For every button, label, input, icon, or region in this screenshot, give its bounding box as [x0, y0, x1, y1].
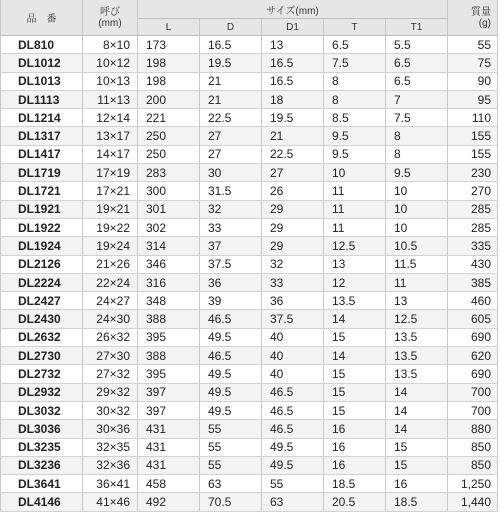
header-part-no: 品 番: [1, 0, 83, 36]
l-cell: 316: [138, 273, 200, 291]
table-row: [1, 273, 498, 291]
table-row: [1, 310, 498, 328]
t1-cell: 13.5: [386, 365, 448, 383]
d-cell: 21: [200, 72, 262, 90]
model-cell: DL1921: [1, 200, 83, 218]
weight-cell: 155: [448, 145, 498, 163]
model-cell: DL1719: [1, 164, 83, 182]
t1-cell: 6.5: [386, 54, 448, 72]
d1-cell: 40: [262, 365, 324, 383]
t-cell: 11: [324, 182, 386, 200]
d-cell: 49.5: [200, 383, 262, 401]
t-cell: 10: [324, 164, 386, 182]
t1-cell: 8: [386, 145, 448, 163]
nominal-cell: 24×30: [83, 310, 138, 328]
model-cell: DL1013: [1, 72, 83, 90]
t-cell: 14: [324, 310, 386, 328]
d1-cell: 49.5: [262, 438, 324, 456]
weight-cell: 285: [448, 218, 498, 236]
t-cell: 7.5: [324, 54, 386, 72]
d-cell: 55: [200, 456, 262, 474]
weight-cell: 690: [448, 328, 498, 346]
l-cell: 173: [138, 36, 200, 54]
model-cell: DL2126: [1, 255, 83, 273]
table-row: [1, 456, 498, 474]
table-row: [1, 109, 498, 127]
l-cell: 250: [138, 127, 200, 145]
nominal-cell: 26×32: [83, 328, 138, 346]
weight-cell: 75: [448, 54, 498, 72]
weight-cell: 605: [448, 310, 498, 328]
weight-cell: 690: [448, 365, 498, 383]
nominal-cell: 8×10: [83, 36, 138, 54]
d1-cell: 21: [262, 127, 324, 145]
t-cell: 8: [324, 90, 386, 108]
d-cell: 63: [200, 475, 262, 493]
d1-cell: 29: [262, 200, 324, 218]
nominal-cell: 10×13: [83, 72, 138, 90]
d-cell: 46.5: [200, 347, 262, 365]
t1-cell: 10.5: [386, 237, 448, 255]
nominal-cell: 21×26: [83, 255, 138, 273]
d-cell: 27: [200, 127, 262, 145]
t1-cell: 14: [386, 401, 448, 419]
table-row: [1, 200, 498, 218]
weight-cell: 110: [448, 109, 498, 127]
weight-cell: 55: [448, 36, 498, 54]
t-cell: 14: [324, 347, 386, 365]
table-row: [1, 164, 498, 182]
model-cell: DL1924: [1, 237, 83, 255]
t-cell: 6.5: [324, 36, 386, 54]
t-cell: 11: [324, 218, 386, 236]
d1-cell: 55: [262, 475, 324, 493]
d1-cell: 16.5: [262, 54, 324, 72]
header-col-t: T: [324, 19, 386, 36]
header-col-d: D: [200, 19, 262, 36]
d1-cell: 29: [262, 218, 324, 236]
d1-cell: 40: [262, 328, 324, 346]
table-row: [1, 145, 498, 163]
t1-cell: 13.5: [386, 347, 448, 365]
l-cell: 348: [138, 292, 200, 310]
t-cell: 12: [324, 273, 386, 291]
t1-cell: 8: [386, 127, 448, 145]
nominal-cell: 22×24: [83, 273, 138, 291]
weight-cell: 270: [448, 182, 498, 200]
t-cell: 20.5: [324, 493, 386, 511]
d1-cell: 29: [262, 237, 324, 255]
l-cell: 431: [138, 438, 200, 456]
d-cell: 37: [200, 237, 262, 255]
weight-cell: 1,250: [448, 475, 498, 493]
t-cell: 9.5: [324, 145, 386, 163]
d-cell: 19.5: [200, 54, 262, 72]
model-cell: DL1721: [1, 182, 83, 200]
header-weight-unit: (g): [478, 17, 492, 29]
l-cell: 198: [138, 54, 200, 72]
table-row: [1, 401, 498, 419]
d1-cell: 37.5: [262, 310, 324, 328]
header-size-group: サイズ(mm): [138, 0, 448, 19]
d-cell: 49.5: [200, 365, 262, 383]
d-cell: 22.5: [200, 109, 262, 127]
table-row: [1, 328, 498, 346]
d1-cell: 33: [262, 273, 324, 291]
l-cell: 300: [138, 182, 200, 200]
d-cell: 31.5: [200, 182, 262, 200]
t1-cell: 18.5: [386, 493, 448, 511]
nominal-cell: 14×17: [83, 145, 138, 163]
d-cell: 37.5: [200, 255, 262, 273]
d-cell: 21: [200, 90, 262, 108]
t-cell: 13: [324, 255, 386, 273]
weight-cell: 700: [448, 401, 498, 419]
t-cell: 15: [324, 365, 386, 383]
t1-cell: 10: [386, 182, 448, 200]
table-row: [1, 72, 498, 90]
d1-cell: 27: [262, 164, 324, 182]
model-cell: DL1922: [1, 218, 83, 236]
d1-cell: 13: [262, 36, 324, 54]
table-row: [1, 54, 498, 72]
weight-cell: 1,440: [448, 493, 498, 511]
model-cell: DL1317: [1, 127, 83, 145]
header-col-d1: D1: [262, 19, 324, 36]
table-row: [1, 237, 498, 255]
t1-cell: 10: [386, 218, 448, 236]
model-cell: DL3032: [1, 401, 83, 419]
nominal-cell: 32×36: [83, 456, 138, 474]
nominal-cell: 19×24: [83, 237, 138, 255]
nominal-cell: 29×32: [83, 383, 138, 401]
l-cell: 458: [138, 475, 200, 493]
t-cell: 16: [324, 456, 386, 474]
weight-cell: 230: [448, 164, 498, 182]
d1-cell: 46.5: [262, 383, 324, 401]
t1-cell: 15: [386, 438, 448, 456]
table-row: [1, 255, 498, 273]
table-row: [1, 90, 498, 108]
model-cell: DL2224: [1, 273, 83, 291]
model-cell: DL810: [1, 36, 83, 54]
t1-cell: 9.5: [386, 164, 448, 182]
d-cell: 32: [200, 200, 262, 218]
l-cell: 395: [138, 328, 200, 346]
l-cell: 388: [138, 347, 200, 365]
d-cell: 16.5: [200, 36, 262, 54]
l-cell: 221: [138, 109, 200, 127]
header-col-t1: T1: [386, 19, 448, 36]
nominal-cell: 30×36: [83, 420, 138, 438]
t-cell: 11: [324, 200, 386, 218]
d-cell: 49.5: [200, 401, 262, 419]
t1-cell: 16: [386, 475, 448, 493]
t-cell: 8.5: [324, 109, 386, 127]
table-row: [1, 383, 498, 401]
weight-cell: 460: [448, 292, 498, 310]
t-cell: 15: [324, 401, 386, 419]
l-cell: 302: [138, 218, 200, 236]
l-cell: 198: [138, 72, 200, 90]
t1-cell: 12.5: [386, 310, 448, 328]
l-cell: 283: [138, 164, 200, 182]
t1-cell: 14: [386, 383, 448, 401]
table-header: [1, 0, 498, 36]
nominal-cell: 36×41: [83, 475, 138, 493]
d1-cell: 32: [262, 255, 324, 273]
weight-cell: 880: [448, 420, 498, 438]
d-cell: 30: [200, 164, 262, 182]
d-cell: 39: [200, 292, 262, 310]
t-cell: 15: [324, 383, 386, 401]
model-cell: DL2427: [1, 292, 83, 310]
t-cell: 8: [324, 72, 386, 90]
weight-cell: 620: [448, 347, 498, 365]
nominal-cell: 32×35: [83, 438, 138, 456]
nominal-cell: 17×21: [83, 182, 138, 200]
table-row: [1, 347, 498, 365]
nominal-cell: 19×21: [83, 200, 138, 218]
l-cell: 492: [138, 493, 200, 511]
weight-cell: 285: [448, 200, 498, 218]
header-weight: [448, 0, 498, 36]
d-cell: 55: [200, 420, 262, 438]
table-row: [1, 218, 498, 236]
nominal-cell: 27×32: [83, 365, 138, 383]
weight-cell: 850: [448, 438, 498, 456]
d1-cell: 46.5: [262, 420, 324, 438]
t1-cell: 14: [386, 420, 448, 438]
weight-cell: 95: [448, 90, 498, 108]
model-cell: DL1417: [1, 145, 83, 163]
l-cell: 200: [138, 90, 200, 108]
model-cell: DL2730: [1, 347, 83, 365]
header-nominal-label: 呼び: [100, 6, 120, 18]
t1-cell: 10: [386, 200, 448, 218]
nominal-cell: 11×13: [83, 90, 138, 108]
weight-cell: 430: [448, 255, 498, 273]
table-row: [1, 292, 498, 310]
d-cell: 55: [200, 438, 262, 456]
header-nominal: [83, 0, 138, 36]
model-cell: DL1214: [1, 109, 83, 127]
l-cell: 397: [138, 383, 200, 401]
d-cell: 36: [200, 273, 262, 291]
model-cell: DL2632: [1, 328, 83, 346]
t1-cell: 13.5: [386, 328, 448, 346]
model-cell: DL2732: [1, 365, 83, 383]
table-row: [1, 475, 498, 493]
header-weight-label: 質量: [471, 6, 492, 18]
l-cell: 314: [138, 237, 200, 255]
d1-cell: 18: [262, 90, 324, 108]
l-cell: 431: [138, 420, 200, 438]
l-cell: 301: [138, 200, 200, 218]
nominal-cell: 24×27: [83, 292, 138, 310]
t-cell: 12.5: [324, 237, 386, 255]
table-row: [1, 182, 498, 200]
t-cell: 15: [324, 328, 386, 346]
d1-cell: 46.5: [262, 401, 324, 419]
model-cell: DL3036: [1, 420, 83, 438]
model-cell: DL4146: [1, 493, 83, 511]
d-cell: 70.5: [200, 493, 262, 511]
t-cell: 9.5: [324, 127, 386, 145]
nominal-cell: 10×12: [83, 54, 138, 72]
t-cell: 18.5: [324, 475, 386, 493]
nominal-cell: 41×46: [83, 493, 138, 511]
table-row: [1, 127, 498, 145]
t1-cell: 7: [386, 90, 448, 108]
d1-cell: 26: [262, 182, 324, 200]
weight-cell: 850: [448, 456, 498, 474]
d-cell: 27: [200, 145, 262, 163]
nominal-cell: 12×14: [83, 109, 138, 127]
weight-cell: 155: [448, 127, 498, 145]
model-cell: DL2430: [1, 310, 83, 328]
weight-cell: 90: [448, 72, 498, 90]
nominal-cell: 30×32: [83, 401, 138, 419]
t1-cell: 5.5: [386, 36, 448, 54]
header-col-l: L: [138, 19, 200, 36]
t1-cell: 13: [386, 292, 448, 310]
model-cell: DL1012: [1, 54, 83, 72]
nominal-cell: 13×17: [83, 127, 138, 145]
d1-cell: 40: [262, 347, 324, 365]
model-cell: DL2932: [1, 383, 83, 401]
d1-cell: 22.5: [262, 145, 324, 163]
t1-cell: 6.5: [386, 72, 448, 90]
t-cell: 16: [324, 438, 386, 456]
weight-cell: 700: [448, 383, 498, 401]
weight-cell: 385: [448, 273, 498, 291]
table-row: [1, 420, 498, 438]
table-row: [1, 438, 498, 456]
t1-cell: 7.5: [386, 109, 448, 127]
d1-cell: 19.5: [262, 109, 324, 127]
d1-cell: 63: [262, 493, 324, 511]
d1-cell: 16.5: [262, 72, 324, 90]
nominal-cell: 17×19: [83, 164, 138, 182]
nominal-cell: 27×30: [83, 347, 138, 365]
l-cell: 397: [138, 401, 200, 419]
t-cell: 16: [324, 420, 386, 438]
table-body: [1, 36, 498, 512]
t1-cell: 11: [386, 273, 448, 291]
l-cell: 250: [138, 145, 200, 163]
d1-cell: 36: [262, 292, 324, 310]
table-row: [1, 365, 498, 383]
l-cell: 431: [138, 456, 200, 474]
d-cell: 33: [200, 218, 262, 236]
t-cell: 13.5: [324, 292, 386, 310]
nominal-cell: 19×22: [83, 218, 138, 236]
model-cell: DL1113: [1, 90, 83, 108]
model-cell: DL3641: [1, 475, 83, 493]
header-nominal-unit: (mm): [98, 17, 122, 29]
model-cell: DL3235: [1, 438, 83, 456]
t1-cell: 15: [386, 456, 448, 474]
table-row: [1, 493, 498, 511]
t1-cell: 11.5: [386, 255, 448, 273]
table-row: [1, 36, 498, 54]
l-cell: 346: [138, 255, 200, 273]
d-cell: 49.5: [200, 328, 262, 346]
l-cell: 395: [138, 365, 200, 383]
l-cell: 388: [138, 310, 200, 328]
d1-cell: 49.5: [262, 456, 324, 474]
d-cell: 46.5: [200, 310, 262, 328]
weight-cell: 335: [448, 237, 498, 255]
model-cell: DL3236: [1, 456, 83, 474]
